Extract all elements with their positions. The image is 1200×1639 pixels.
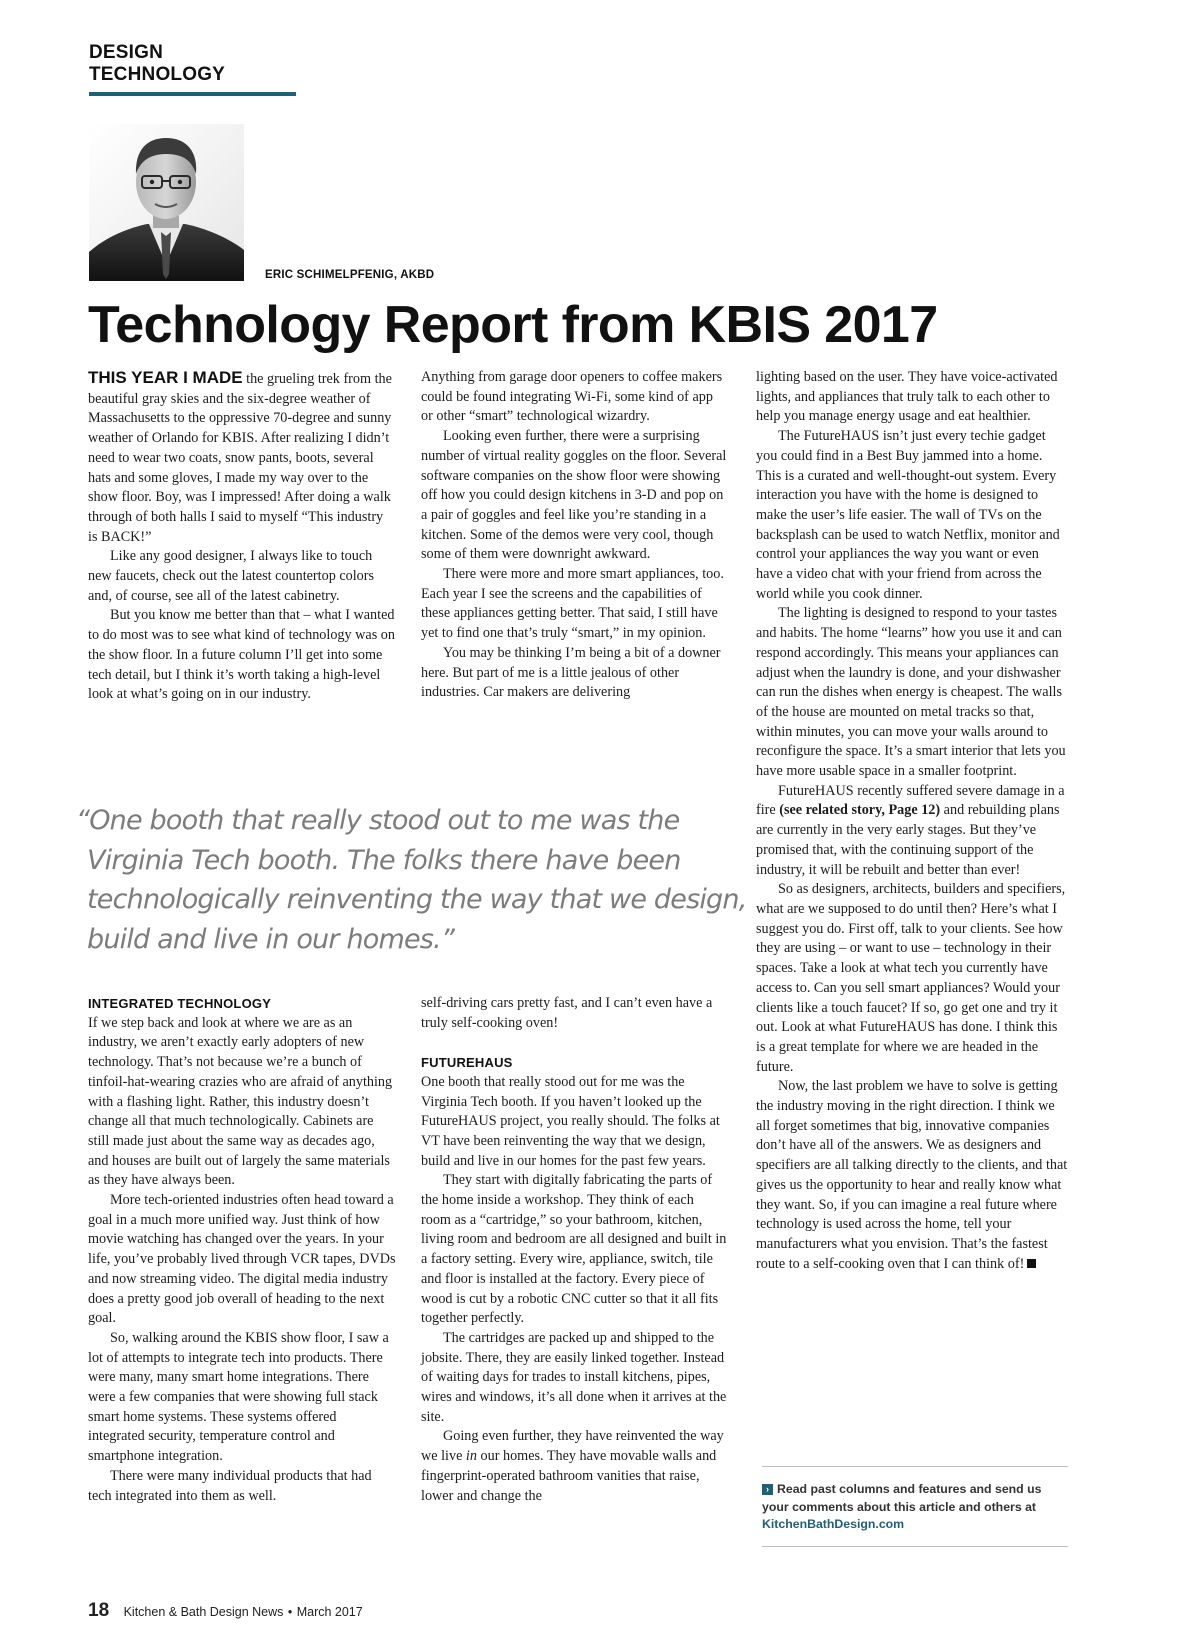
paragraph: [756, 782, 1068, 881]
paragraph: So, walking around the KBIS show floor, I saw a lot of attempts to integrate tech into products. There were many, many smart home integrations. There were a few companies that were showing full stack smart home systems. These systems offered integrated security, temperature control and smartphone integration.: [88, 1329, 389, 1465]
paragraph-text: FutureHAUS recently suffered severe damage in a fire: [756, 782, 1065, 819]
pull-quote-line: technologically reinventing the way that we design,: [87, 884, 747, 915]
related-story-reference: (see related story, Page 12): [779, 802, 941, 819]
paragraph: [421, 1427, 727, 1506]
pull-quote-line: “One booth that really stood out to me was the: [76, 805, 680, 836]
paragraph: self-driving cars pretty fast, and I can’t even have a truly self-cooking oven!: [421, 995, 713, 1031]
emphasis: in: [465, 1448, 477, 1465]
pull-quote: [76, 801, 747, 959]
intro-paragraph: [88, 368, 396, 547]
paragraph: But you know me better than that – what I wanted to do most was to see what kind of technology was on the show floor. In a future column I’ll get into some tech detail, but I think it’s worth taking a high-level look at what’s going on in our industry.: [88, 607, 395, 703]
column-4: [88, 994, 396, 1506]
paragraph-text: our homes. They have movable walls and fingerprint-operated bathroom vanities that raise, lower and change the: [421, 1448, 717, 1504]
pull-quote-line: build and live in our homes.”: [87, 923, 455, 955]
paragraph: They start with digitally fabricating the parts of the home inside a workshop. They think of each room as a “cartridge,” so your bathroom, kitchen, living room and bedroom are all designed and built in a factory setting. Every wire, appliance, switch, tile and floor is installed at the factory. Every piece of wood is cut by a robotic CNC cutter so that it all fits together perfectly.: [421, 1172, 727, 1327]
paragraph: Like any good designer, I always like to touch new faucets, check out the latest countertop colors and, of course, see all of the latest cabinetry.: [88, 548, 375, 604]
issue-date: March 2017: [296, 1605, 363, 1619]
paragraph-text: and rebuilding plans are currently in the very early stages. But they’ve promised that, with the continuing support of the industry, it will be rebuilt and better than ever!: [756, 802, 1060, 878]
spacer: [421, 1033, 727, 1053]
section-subhead: INTEGRATED TECHNOLOGY: [88, 996, 272, 1011]
reader-callout: [762, 1466, 1068, 1547]
paragraph: The lighting is designed to respond to your tastes and habits. The home “learns” how you use it and can respond accordingly. This means your appliances can adjust when the laundry is done, and your dishwasher can run the dishes when energy is cheapest. The walls of the house are mounted on metal tracks so that, within minutes, you can move your walls around to reconfigure the space. It’s a smart interior that lets you have more usable space in a smaller footprint.: [756, 605, 1066, 780]
column-2: [421, 368, 727, 703]
lead-in: THIS YEAR I MADE: [88, 368, 243, 387]
paragraph: You may be thinking I’m being a bit of a downer here. But part of me is a little jealous of other industries. Car makers are delivering: [421, 644, 721, 701]
paragraph-text: Going even further, they have reinvented the way we live: [421, 1428, 724, 1465]
paragraph: lighting based on the user. They have voice-activated lights, and appliances that truly talk to each other to help you manage energy usage and eat healthier.: [756, 369, 1058, 425]
author-byline: ERIC SCHIMELPFENIG, AKBD: [265, 269, 435, 281]
callout-text: Read past columns and features and send us your comments about this article and others at: [762, 1482, 1042, 1514]
paragraph: If we step back and look at where we are as an industry, we aren’t exactly early adopters of new technology. That’s not because we’re a bunch of tinfoil-hat-wearing crazies who are afraid of anything with a flashing light. Rather, this industry doesn’t change all that much technologically. Cabinets are still made just about the same way as decades ago, and houses are built out of largely the same materials as they have always been.: [88, 1014, 393, 1189]
publication-name: Kitchen & Bath Design News: [123, 1605, 284, 1619]
intro-paragraph-text: the grueling trek from the beautiful gray skies and the six-degree weather of Massachusetts to the oppressive 70-degree and sunny weather of Orlando for KBIS. After realizing I didn’t need to wear two coats, snow pants, boots, several hats and some gloves, I made my way over to the show floor. Boy, was I impressed! After doing a walk through of both halls I said to myself “This industry is BACK!”: [88, 371, 392, 545]
arrow-icon: ›: [762, 1484, 773, 1495]
author-portrait-image: [89, 124, 244, 281]
author-photo: [89, 124, 244, 281]
website-link[interactable]: KitchenBathDesign.com: [762, 1517, 905, 1531]
column-3: [756, 368, 1068, 1274]
paragraph-text: Now, the last problem we have to solve is getting the industry moving in the right direction. I think we all forget sometimes that big, innovative companies don’t have all of the answers. We as designers and specifiers are all talking directly to the clients, and that gives us the opportunity to hear and really know what they want. So, if you can imagine a real future where technology is used across the home, tell your manufacturers what you envision. That’s the fastest route to a self-cooking oven that I can think of!: [756, 1078, 1068, 1272]
paragraph: There were many individual products that had tech integrated into them as well.: [88, 1467, 372, 1504]
pull-quote-line: Virginia Tech booth. The folks there have been: [87, 844, 681, 876]
paragraph: Looking even further, there were a surprising number of virtual reality goggles on the floor. Several software companies on the show floor were showing off how you could design kitchens in 3-D and pop on a pair of goggles and feel like you’re standing in a kitchen. Some of the demos were very cool, though some of them were downright awkward.: [421, 428, 727, 563]
footer-separator: •: [287, 1605, 293, 1619]
end-of-article-mark: [1027, 1259, 1036, 1268]
paragraph: There were more and more smart appliances, too. Each year I see the screens and the capabilities of these appliances getting better. That said, I still have yet to find one that’s truly “smart,” in my opinion.: [421, 566, 724, 642]
page-footer: [88, 1600, 363, 1622]
section-subhead: FUTUREHAUS: [421, 1055, 513, 1071]
paragraph: The cartridges are packed up and shipped to the jobsite. There, they are easily linked together. Instead of waiting days for trades to install kitchens, pipes, wires and windows, it’s all done when it arrives at the site.: [421, 1329, 727, 1425]
section-tag: DESIGN TECHNOLOGY: [89, 42, 296, 96]
paragraph: [756, 1077, 1068, 1274]
paragraph: So as designers, architects, builders and specifiers, what are we supposed to do until then? Here’s what I suggest you do. First off, talk to your clients. See how they are using – or want to use – technology in their spaces. Take a look at what tech you currently have access to. Can you sell smart appliances? Would your clients like a touch faucet? If so, go get one and try it out. Look at what FutureHAUS has done. I think this is a great template for where we are headed in the future.: [756, 881, 1066, 1075]
column-5: [421, 994, 727, 1506]
paragraph: The FutureHAUS isn’t just every techie gadget you could find in a Best Buy jammed into a home. This is a curated and well-thought-out system. Every interaction you have with the home is designed to make the user’s life easier. The wall of TVs on the backsplash can be used to watch Netflix, monitor and control your appliances the way you want or even have a video chat with your friend from across the world while you cook dinner.: [756, 428, 1060, 602]
paragraph: More tech-oriented industries often head toward a goal in a much more unified way. Just think of how movie watching has changed over the years. In your life, you’ve probably lived through VCR tapes, DVDs and now streaming video. The digital media industry does a pretty good job overall of heading to the next goal.: [88, 1192, 396, 1327]
article-headline: Technology Report from KBIS 2017: [88, 296, 938, 354]
page-number: 18: [88, 1600, 110, 1621]
paragraph: One booth that really stood out for me was the Virginia Tech booth. If you haven’t looked up the FutureHAUS project, you really should. The folks at VT have been reinventing the way that we design, build and live in our homes for the past few years.: [421, 1073, 720, 1169]
column-1: [88, 368, 396, 705]
paragraph: Anything from garage door openers to coffee makers could be found integrating Wi-Fi, some kind of app or other “smart” technological wizardry.: [421, 369, 723, 425]
